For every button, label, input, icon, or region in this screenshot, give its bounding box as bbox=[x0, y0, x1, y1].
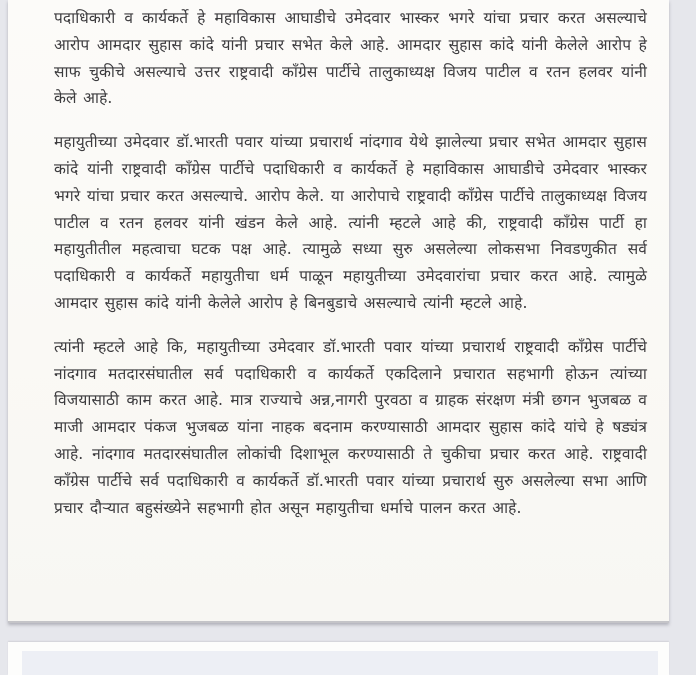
letter-paragraph: महायुतीच्या उमेदवार डॉ.भारती पवार यांच्या प्रचारार्थ नांदगाव येथे झालेल्या प्रचार सभेत आमदार सुहास कांदे यांनी राष्ट्रवादी काँग्रेस पार्टीचे पदाधिकारी व कार्यकर्ते हे महाविकास आघाडीचे उमेदवार भास्कर भगरे यांचा प्रचार करत असल्याचे. आरोप केले. या आरोपाचे राष्ट्रवादी काँग्रेस पार्टीचे तालुकाध्यक्ष विजय पाटील व रतन हलवर यांनी खंडन केले आहे. त्यांनी म्हटले आहे की, राष्ट्रवादी काँग्रेस पार्टी हा महायुतीतील महत्वाचा घटक पक्ष आहे. त्यामुळे सध्या सुरु असलेल्या लोकसभा निवडणुकीत सर्व पदाधिकारी व कार्यकर्ते महायुतीचा धर्म पाळून महायुतीच्या उमेदवारांचा प्रचार करत आहे. त्यामुळे आमदार सुहास कांदे यांनी केलेले आरोप हे बिनबुडाचे असल्याचे त्यांनी म्हटले आहे. bbox=[54, 133, 647, 312]
next-page-image-edge bbox=[22, 651, 658, 675]
letter-paragraph: पदाधिकारी व कार्यकर्ते हे महाविकास आघाडीचे उमेदवार भास्कर भगरे यांचा प्रचार करत असल्याचे आरोप आमदार सुहास कांदे यांनी प्रचार सभेत केले आहे. आमदार सुहास कांदे यांनी केलेले आरोप हे साफ चुकीचे असल्याचे उत्तर राष्ट्रवादी काँग्रेस पार्टीचे तालुकाध्यक्ष विजय पाटील व रतन हलवर यांनी केले आहे. bbox=[54, 9, 647, 108]
letter-paragraph: त्यांनी म्हटले आहे कि, महायुतीच्या उमेदवार डॉ.भारती पवार यांच्या प्रचारार्थ राष्ट्रवादी काँग्रेस पार्टीचे नांदगाव मतदारसंघातील सर्व पदाधिकारी व कार्यकर्ते एकदिलाने प्रचारात सहभागी होऊन त्यांच्या विजयासाठी काम करत आहे. मात्र राज्याचे अन्न,नागरी पुरवठा व ग्राहक संरक्षण मंत्री छगन भुजबळ व माजी आमदार पंकज भुजबळ यांना नाहक बदनाम करण्यासाठी आमदार सुहास कांदे यांचे हे षड्यंत्र आहे. नांदगाव मतदारसंघातील लोकांची दिशाभूल करण्यासाठी ते चुकीचा प्रचार करत आहे. राष्ट्रवादी काँग्रेस पार्टीचे सर्व पदाधिकारी व कार्यकर्ते डॉ.भारती पवार यांच्या प्रचारार्थ सुरु असलेल्या सभा आणि प्रचार दौऱ्यात बहुसंख्येने सहभागी होत असून महायुतीचा धर्माचे पालन करत आहे. bbox=[54, 337, 647, 517]
next-scanned-page-preview bbox=[8, 642, 669, 675]
scanned-letter-page bbox=[8, 0, 669, 623]
letter-body bbox=[54, 5, 647, 538]
